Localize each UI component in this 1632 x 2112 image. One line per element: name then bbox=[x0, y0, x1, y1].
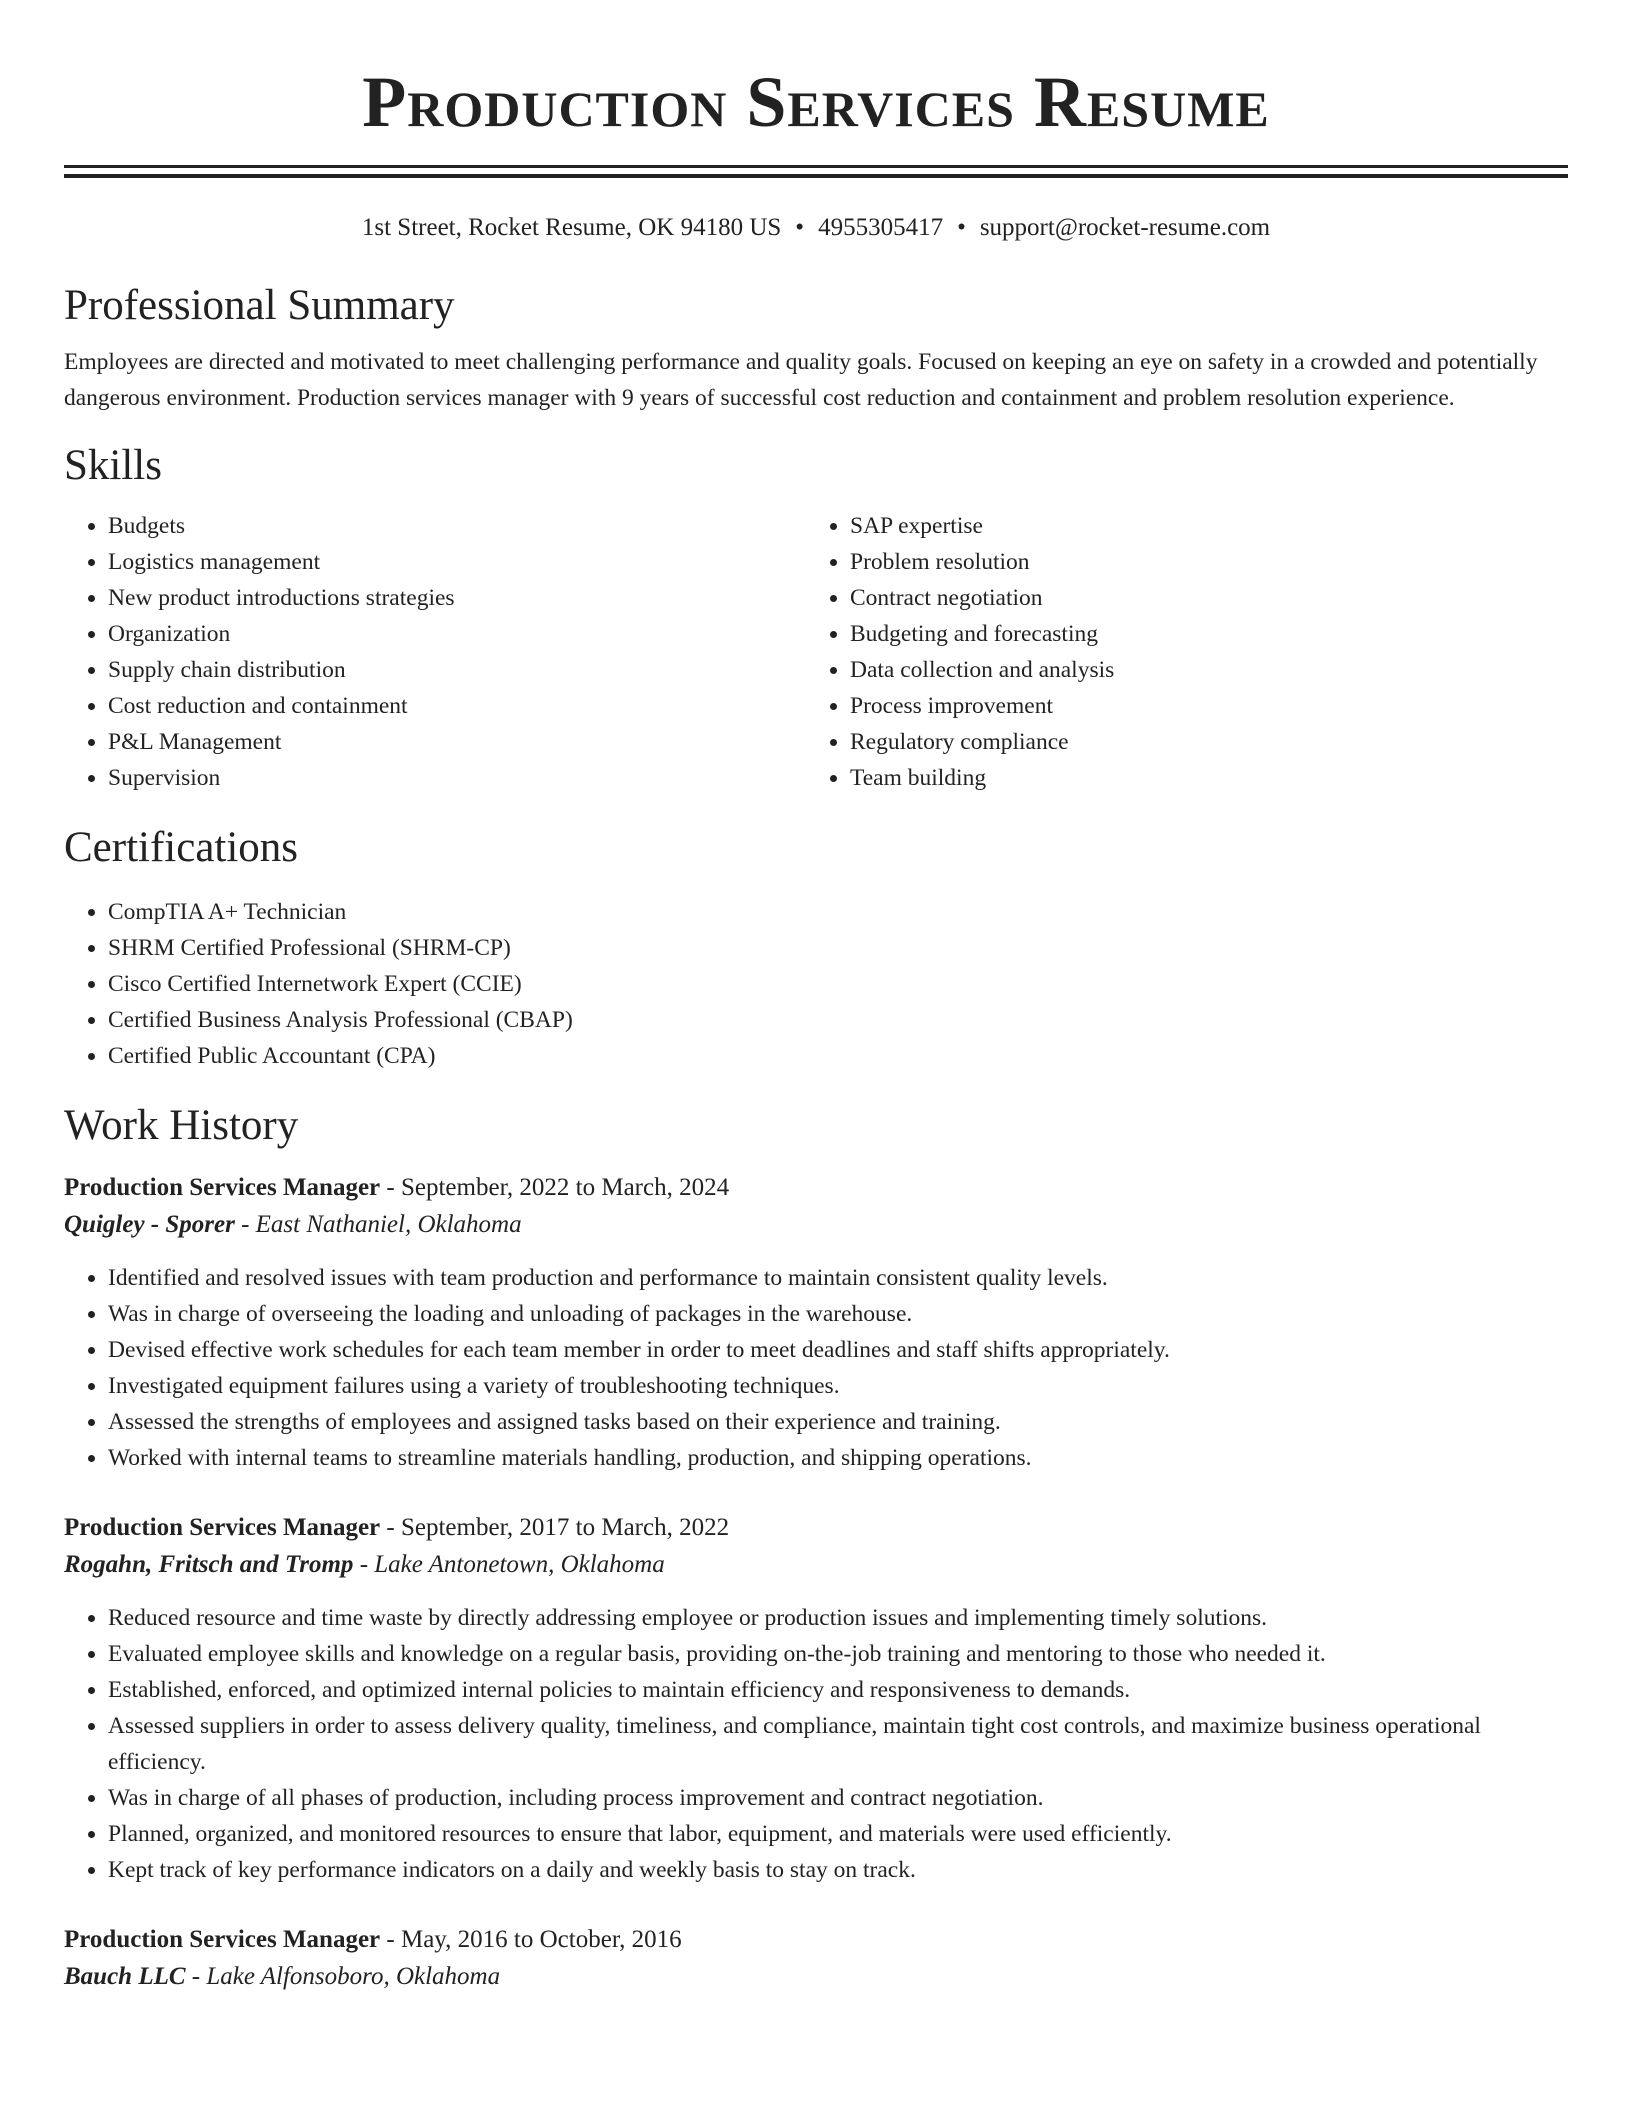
certifications-list bbox=[64, 894, 1568, 1074]
contact-phone: 4955305417 bbox=[818, 214, 944, 241]
job-dates: - May, 2016 to October, 2016 bbox=[380, 1926, 682, 1953]
title-rule-top bbox=[64, 165, 1568, 168]
job-bullet: • Was in charge of all phases of production, including process improvement and contract negotiation. bbox=[108, 1780, 1568, 1816]
job-bullets bbox=[64, 1600, 1568, 1888]
job-company-line bbox=[64, 1206, 1568, 1244]
certifications-section bbox=[64, 822, 1568, 1074]
job-bullet: • Devised effective work schedules for each team member in order to meet deadlines and staff shifts appropriately. bbox=[108, 1332, 1568, 1368]
job-role: Production Services Manager bbox=[64, 1926, 381, 1953]
title-rule-bottom bbox=[64, 174, 1568, 178]
skill-item: • Contract negotiation bbox=[850, 580, 1548, 616]
summary-text: Employees are directed and motivated to meet challenging performance and quality goals. Focused on keeping an eye on safety in a crowded and potentially dangerous environment. Production services manager with 9 years of successful cost reduction and containment and problem resolution experience. bbox=[64, 349, 1538, 411]
skills-section bbox=[64, 440, 1568, 796]
certification-item: • CompTIA A+ Technician bbox=[108, 894, 1568, 930]
job-dates: - September, 2017 to March, 2022 bbox=[380, 1514, 730, 1541]
skill-item: • Team building bbox=[850, 760, 1548, 796]
skill-item: • Problem resolution bbox=[850, 544, 1548, 580]
work-history-section bbox=[64, 1100, 1568, 1996]
job-entry bbox=[64, 1922, 1568, 1996]
skill-item: • Cost reduction and containment bbox=[108, 688, 806, 724]
job-role: Production Services Manager bbox=[64, 1174, 381, 1201]
skill-item: • Supervision bbox=[108, 760, 806, 796]
job-bullet: • Identified and resolved issues with team production and performance to maintain consistent quality levels. bbox=[108, 1260, 1568, 1296]
work-history-heading: Work History bbox=[64, 1102, 299, 1149]
skill-item: • Regulatory compliance bbox=[850, 724, 1548, 760]
job-bullet: • Evaluated employee skills and knowledge on a regular basis, providing on-the-job training and mentoring to those who needed it. bbox=[108, 1636, 1568, 1672]
contact-separator: • bbox=[795, 214, 805, 241]
skill-item: • Process improvement bbox=[850, 688, 1548, 724]
contact-separator: • bbox=[957, 214, 966, 241]
job-bullet: • Planned, organized, and monitored resources to ensure that labor, equipment, and materials were used efficiently. bbox=[108, 1816, 1568, 1852]
resume-title: Production Services Resume bbox=[362, 62, 1270, 142]
skill-item: • New product introductions strategies bbox=[108, 580, 806, 616]
job-bullet: • Reduced resource and time waste by directly addressing employee or production issues and implementing timely solutions. bbox=[108, 1600, 1568, 1636]
job-bullet: • Was in charge of overseeing the loading and unloading of packages in the warehouse. bbox=[108, 1296, 1568, 1332]
job-role: Production Services Manager bbox=[64, 1514, 381, 1541]
job-bullet: • Kept track of key performance indicators on a daily and weekly basis to stay on track. bbox=[108, 1852, 1568, 1888]
summary-section bbox=[64, 280, 1568, 416]
job-dates: - September, 2022 to March, 2024 bbox=[380, 1174, 730, 1201]
job-header bbox=[64, 1510, 1568, 1546]
job-company-line bbox=[64, 1958, 1568, 1996]
skill-item: • SAP expertise bbox=[850, 508, 1548, 544]
job-company: Rogahn, Fritsch and Tromp bbox=[64, 1551, 354, 1578]
job-bullet: • Established, enforced, and optimized internal policies to maintain efficiency and responsiveness to demands. bbox=[108, 1672, 1568, 1708]
job-company: Quigley - Sporer bbox=[64, 1211, 235, 1238]
job-location: - Lake Antonetown, Oklahoma bbox=[353, 1551, 665, 1578]
certifications-heading: Certifications bbox=[64, 824, 299, 871]
job-bullet: • Investigated equipment failures using a variety of troubleshooting techniques. bbox=[108, 1368, 1568, 1404]
job-entry bbox=[64, 1170, 1568, 1476]
summary-heading: Professional Summary bbox=[64, 282, 455, 329]
job-bullet: • Assessed the strengths of employees and assigned tasks based on their experience and training. bbox=[108, 1404, 1568, 1440]
contact-line bbox=[64, 212, 1568, 244]
job-entry bbox=[64, 1510, 1568, 1888]
skill-item: • P&L Management bbox=[108, 724, 806, 760]
skill-item: • Budgets bbox=[108, 508, 806, 544]
contact-address: 1st Street, Rocket Resume, OK 94180 US bbox=[361, 214, 782, 241]
certification-item: • SHRM Certified Professional (SHRM-CP) bbox=[108, 930, 1568, 966]
job-bullets bbox=[64, 1260, 1568, 1476]
job-header bbox=[64, 1922, 1568, 1958]
job-bullet: • Assessed suppliers in order to assess delivery quality, timeliness, and compliance, maintain tight cost controls, and maximize business operational efficiency. bbox=[108, 1708, 1568, 1780]
job-header bbox=[64, 1170, 1568, 1206]
skills-grid bbox=[64, 508, 1568, 796]
skills-heading: Skills bbox=[64, 442, 162, 489]
skills-column-left bbox=[64, 508, 806, 796]
certification-item: • Certified Business Analysis Professional (CBAP) bbox=[108, 1002, 1568, 1038]
skill-item: • Data collection and analysis bbox=[850, 652, 1548, 688]
job-bullet: • Worked with internal teams to streamline materials handling, production, and shipping operations. bbox=[108, 1440, 1568, 1476]
job-company: Bauch LLC bbox=[64, 1963, 186, 1990]
skill-item: • Logistics management bbox=[108, 544, 806, 580]
job-location: - Lake Alfonsoboro, Oklahoma bbox=[185, 1963, 501, 1990]
certification-item: • Cisco Certified Internetwork Expert (CCIE) bbox=[108, 966, 1568, 1002]
job-company-line bbox=[64, 1546, 1568, 1584]
resume-page bbox=[64, 0, 1568, 1996]
job-location: - East Nathaniel, Oklahoma bbox=[234, 1211, 522, 1238]
certification-item: • Certified Public Accountant (CPA) bbox=[108, 1038, 1568, 1074]
skills-column-right bbox=[806, 508, 1548, 796]
skill-item: • Supply chain distribution bbox=[108, 652, 806, 688]
skill-item: • Organization bbox=[108, 616, 806, 652]
contact-email: support@rocket-resume.com bbox=[979, 214, 1271, 241]
skill-item: • Budgeting and forecasting bbox=[850, 616, 1548, 652]
